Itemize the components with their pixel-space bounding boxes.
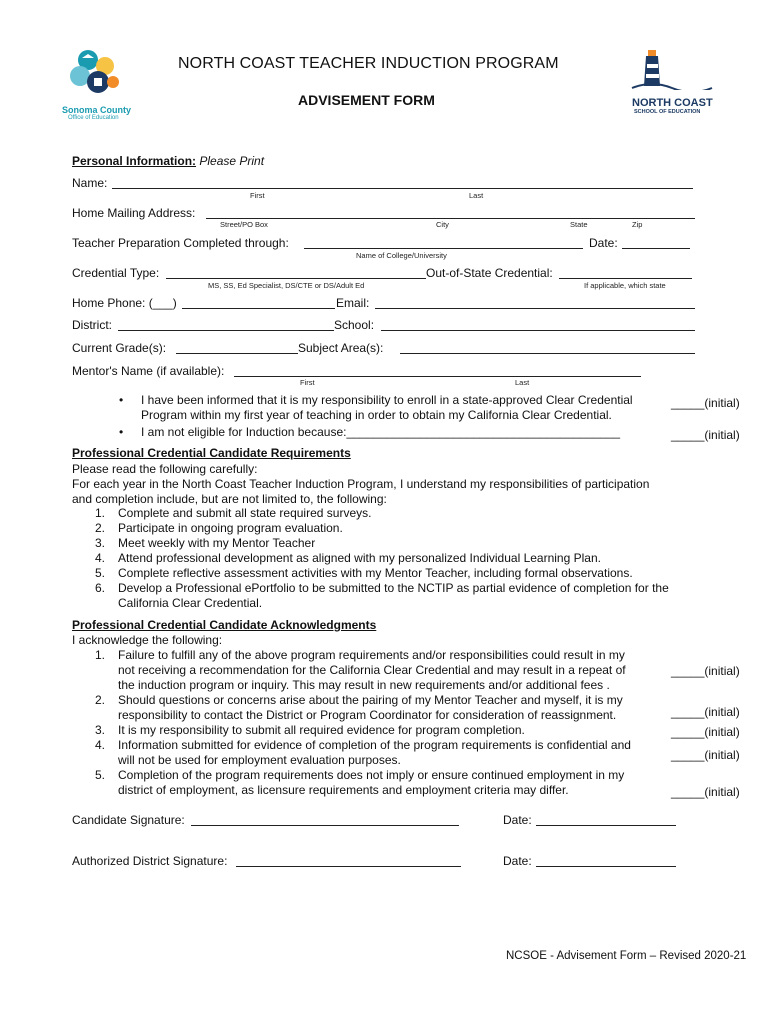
requirements-intro-3: and completion include, but are not limited to, the following: bbox=[72, 492, 387, 506]
name-first-hint: First bbox=[250, 191, 265, 200]
ack-num: 3. bbox=[95, 723, 106, 737]
ack-item-cont: the induction program or inquiry. This may result in new requirements and/or additional fees . bbox=[118, 678, 610, 692]
acknowledgments-intro: I acknowledge the following: bbox=[72, 633, 223, 647]
ack-initial-2[interactable]: _____(initial) bbox=[671, 705, 740, 719]
statement-1-line2: Program within my first year of teaching in order to obtain my California Clear Credential. bbox=[141, 408, 612, 422]
acknowledgments-heading: Professional Credential Candidate Acknowledgments bbox=[72, 618, 377, 632]
lighthouse-icon bbox=[628, 44, 718, 90]
page-title: NORTH COAST TEACHER INDUCTION PROGRAM bbox=[178, 55, 559, 72]
out-of-state-hint: If applicable, which state bbox=[584, 281, 666, 290]
credential-type-label: Credential Type: bbox=[72, 266, 160, 280]
current-grade-field[interactable] bbox=[176, 353, 298, 354]
requirements-intro-1: Please read the following carefully: bbox=[72, 462, 258, 476]
statement-1-line1: I have been informed that it is my responsibility to enroll in a state-approved Clear Credential bbox=[141, 393, 633, 407]
sonoma-logo-line1: Sonoma County bbox=[62, 105, 131, 115]
sonoma-logo-line2: Office of Education bbox=[68, 115, 119, 121]
candidate-signature-field[interactable] bbox=[191, 825, 459, 826]
requirements-intro-2: For each year in the North Coast Teacher Induction Program, I understand my responsibilities of participation bbox=[72, 477, 650, 491]
addr-zip-hint: Zip bbox=[632, 220, 643, 229]
statement-2-line1: I am not eligible for Induction because:_________________________________________ bbox=[141, 425, 621, 439]
sonoma-logo-mark-icon bbox=[58, 48, 136, 100]
req-item: Meet weekly with my Mentor Teacher bbox=[118, 536, 316, 550]
north-coast-logo bbox=[628, 44, 718, 120]
ack-item-cont: responsibility to contact the District or Program Coordinator for consideration of reassignment. bbox=[118, 708, 617, 722]
address-field[interactable] bbox=[206, 218, 695, 219]
name-label: Name: bbox=[72, 176, 108, 190]
ack-initial-5[interactable]: _____(initial) bbox=[671, 785, 740, 799]
req-item-cont: California Clear Credential. bbox=[118, 596, 263, 610]
addr-street-hint: Street/PO Box bbox=[220, 220, 268, 229]
ack-item: Completion of the program requirements does not imply or ensure continued employment in my bbox=[118, 768, 625, 782]
ack-initial-3[interactable]: _____(initial) bbox=[671, 725, 740, 739]
personal-info-heading bbox=[72, 154, 264, 168]
addr-city-hint: City bbox=[436, 220, 449, 229]
bullet-icon: • bbox=[119, 393, 124, 407]
district-signature-field[interactable] bbox=[236, 866, 461, 867]
prep-label: Teacher Preparation Completed through: bbox=[72, 236, 289, 250]
address-label: Home Mailing Address: bbox=[72, 206, 196, 220]
mentor-first-hint: First bbox=[300, 378, 315, 387]
req-item: Participate in ongoing program evaluation. bbox=[118, 521, 343, 535]
ack-item: Information submitted for evidence of completion of the program requirements is confidential and bbox=[118, 738, 631, 752]
name-field[interactable] bbox=[112, 188, 693, 189]
north-coast-logo-line1: NORTH COAST bbox=[632, 97, 713, 109]
ack-num: 2. bbox=[95, 693, 106, 707]
mentor-last-hint: Last bbox=[515, 378, 530, 387]
ack-item-cont: will not be used for employment evaluation purposes. bbox=[118, 753, 401, 767]
district-label: District: bbox=[72, 318, 112, 332]
subject-area-label: Subject Area(s): bbox=[298, 341, 384, 355]
addr-state-hint: State bbox=[570, 220, 588, 229]
req-item: Develop a Professional ePortfolio to be submitted to the NCTIP as partial evidence of completion for the bbox=[118, 581, 669, 595]
ack-item: It is my responsibility to submit all required evidence for program completion. bbox=[118, 723, 525, 737]
mentor-name-field[interactable] bbox=[234, 376, 641, 377]
ack-item: Should questions or concerns arise about the pairing of my Mentor Teacher and myself, it is my bbox=[118, 693, 623, 707]
home-phone-field[interactable] bbox=[182, 308, 335, 309]
district-date-field[interactable] bbox=[536, 866, 676, 867]
req-num: 6. bbox=[95, 581, 106, 595]
credential-type-hint: MS, SS, Ed Specialist, DS/CTE or DS/Adult Ed bbox=[208, 281, 365, 290]
candidate-date-field[interactable] bbox=[536, 825, 676, 826]
district-field[interactable] bbox=[118, 330, 334, 331]
req-num: 2. bbox=[95, 521, 106, 535]
req-num: 5. bbox=[95, 566, 106, 580]
out-of-state-label: Out-of-State Credential: bbox=[426, 266, 553, 280]
statement-2-initial[interactable]: _____(initial) bbox=[671, 428, 740, 442]
candidate-signature-label: Candidate Signature: bbox=[72, 813, 185, 827]
out-of-state-field[interactable] bbox=[559, 278, 692, 279]
school-field[interactable] bbox=[381, 330, 695, 331]
ack-item: Failure to fulfill any of the above program requirements and/or responsibilities could result in my bbox=[118, 648, 625, 662]
prep-college-field[interactable] bbox=[304, 248, 583, 249]
subject-area-field[interactable] bbox=[400, 353, 695, 354]
ack-num: 4. bbox=[95, 738, 106, 752]
ack-item-cont: not receiving a recommendation for the California Clear Credential and may result in a repeat of bbox=[118, 663, 626, 677]
candidate-date-label: Date: bbox=[503, 813, 532, 827]
statement-1-initial[interactable]: _____(initial) bbox=[671, 396, 740, 410]
req-item: Complete and submit all state required surveys. bbox=[118, 506, 372, 520]
personal-info-label: Personal Information: bbox=[72, 154, 197, 168]
ack-num: 1. bbox=[95, 648, 106, 662]
req-num: 4. bbox=[95, 551, 106, 565]
req-num: 3. bbox=[95, 536, 106, 550]
req-item: Complete reflective assessment activities with my Mentor Teacher, including formal observations. bbox=[118, 566, 633, 580]
credential-type-field[interactable] bbox=[166, 278, 426, 279]
home-phone-label: Home Phone: (___) bbox=[72, 296, 177, 310]
bullet-icon: • bbox=[119, 425, 124, 439]
current-grade-label: Current Grade(s): bbox=[72, 341, 167, 355]
district-date-label: Date: bbox=[503, 854, 532, 868]
name-last-hint: Last bbox=[469, 191, 484, 200]
req-num: 1. bbox=[95, 506, 106, 520]
prep-college-hint: Name of College/University bbox=[356, 251, 447, 260]
email-field[interactable] bbox=[375, 308, 695, 309]
footer-revision: NCSOE - Advisement Form – Revised 2020-21 bbox=[506, 950, 747, 962]
mentor-name-label: Mentor's Name (if available): bbox=[72, 364, 225, 378]
ack-item-cont: district of employment, as licensure requirements and employment criteria may differ. bbox=[118, 783, 569, 797]
req-item: Attend professional development as aligned with my personalized Individual Learning Plan. bbox=[118, 551, 601, 565]
prep-date-field[interactable] bbox=[622, 248, 690, 249]
ack-initial-1[interactable]: _____(initial) bbox=[671, 664, 740, 678]
north-coast-logo-line2: SCHOOL OF EDUCATION bbox=[634, 109, 701, 115]
school-label: School: bbox=[334, 318, 375, 332]
ack-num: 5. bbox=[95, 768, 106, 782]
sonoma-county-logo bbox=[58, 48, 136, 120]
requirements-heading: Professional Credential Candidate Requirements bbox=[72, 446, 351, 460]
prep-date-label: Date: bbox=[589, 236, 618, 250]
please-print-note: Please Print bbox=[199, 154, 265, 168]
ack-initial-4[interactable]: _____(initial) bbox=[671, 748, 740, 762]
email-label: Email: bbox=[336, 296, 370, 310]
form-title: ADVISEMENT FORM bbox=[298, 92, 435, 108]
district-signature-label: Authorized District Signature: bbox=[72, 854, 228, 868]
